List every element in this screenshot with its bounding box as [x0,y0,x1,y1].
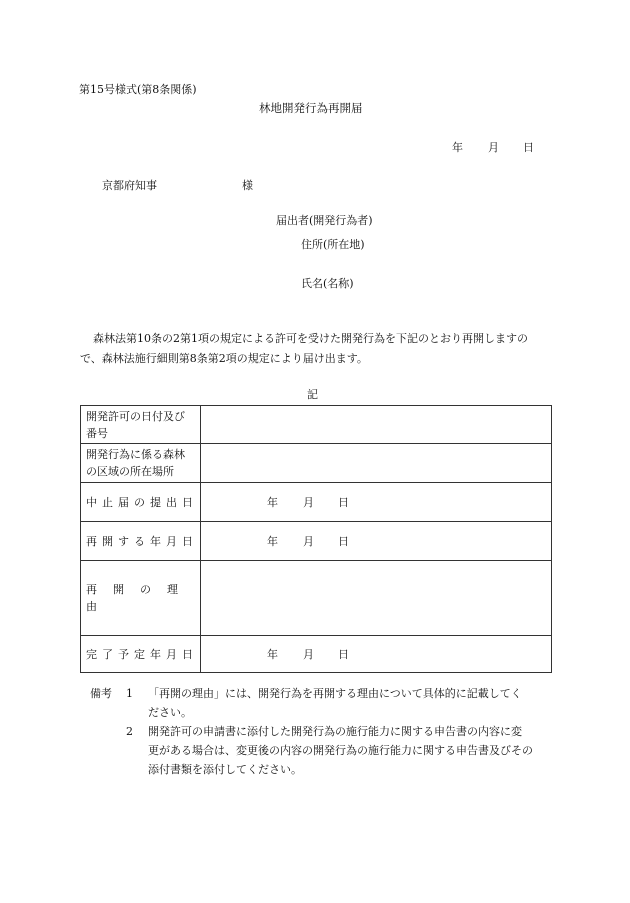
body-text-line2: で、森林法施行細則第8条第2項の規定により届け出ます。 [80,352,368,365]
row-label: 再開の理由 [81,561,201,636]
table-row [81,522,552,561]
row-label-line2: 番号 [86,426,108,440]
note-text: ださい。 [148,706,192,719]
table-row [81,406,552,444]
note-number: 1 [126,687,133,700]
year-label: 年 [452,141,463,154]
name-label: 氏名(名称) [301,277,354,290]
form-table [80,405,552,673]
day-label: 日 [523,141,534,154]
ki-heading: 記 [307,388,318,401]
permit-date-number-field[interactable] [201,406,552,444]
row-label: 再開する年月日 [81,522,201,561]
row-label-line2: の区域の所在場所 [86,465,174,478]
date-labels: 年 月 日 [267,648,349,661]
resumption-date-field[interactable] [201,522,552,561]
row-label [81,444,201,483]
notes [90,684,560,779]
forest-location-field[interactable] [201,444,552,483]
applicant-label: 届出者(開発行為者) [276,214,373,227]
month-label: 月 [488,141,499,154]
row-label [81,406,201,444]
date-labels: 年 月 日 [267,496,349,509]
note-text: 更がある場合は、変更後の内容の開発行為の施行能力に関する申告書及びその [148,744,533,757]
table-row [81,444,552,483]
suspension-notice-date-field[interactable] [201,483,552,522]
notes-heading: 備考 [90,687,112,700]
row-label: 中止届の提出日 [81,483,201,522]
note-number: 2 [126,725,133,738]
submission-date [452,139,534,155]
row-label: 完了予定年月日 [81,636,201,673]
note-text: 「再開の理由」には、開発行為を再開する理由について具体的に記載してく [148,687,522,700]
note-text: 添付書類を添付してください。 [148,763,302,776]
addressee-name: 京都府知事 [102,179,157,192]
addressee-suffix: 様 [242,179,253,192]
resumption-reason-field[interactable] [201,561,552,636]
document-title: 林地開発行為再開届 [259,101,363,115]
table-row [81,483,552,522]
form-number: 第15号様式(第8条関係) [79,83,197,96]
table-row [81,561,552,636]
completion-date-field[interactable] [201,636,552,673]
row-label-line1: 開発許可の日付及び [86,409,185,423]
address-label: 住所(所在地) [301,238,365,251]
date-labels: 年 月 日 [267,535,349,548]
table-row [81,636,552,673]
body-text-line1: 森林法第10条の2第1項の規定による許可を受けた開発行為を下記のとおり再開しますの [93,332,528,345]
note-text: 開発許可の申請書に添付した開発行為の施行能力に関する申告書の内容に変 [148,725,522,738]
row-label-line1: 開発行為に係る森林 [86,448,185,461]
